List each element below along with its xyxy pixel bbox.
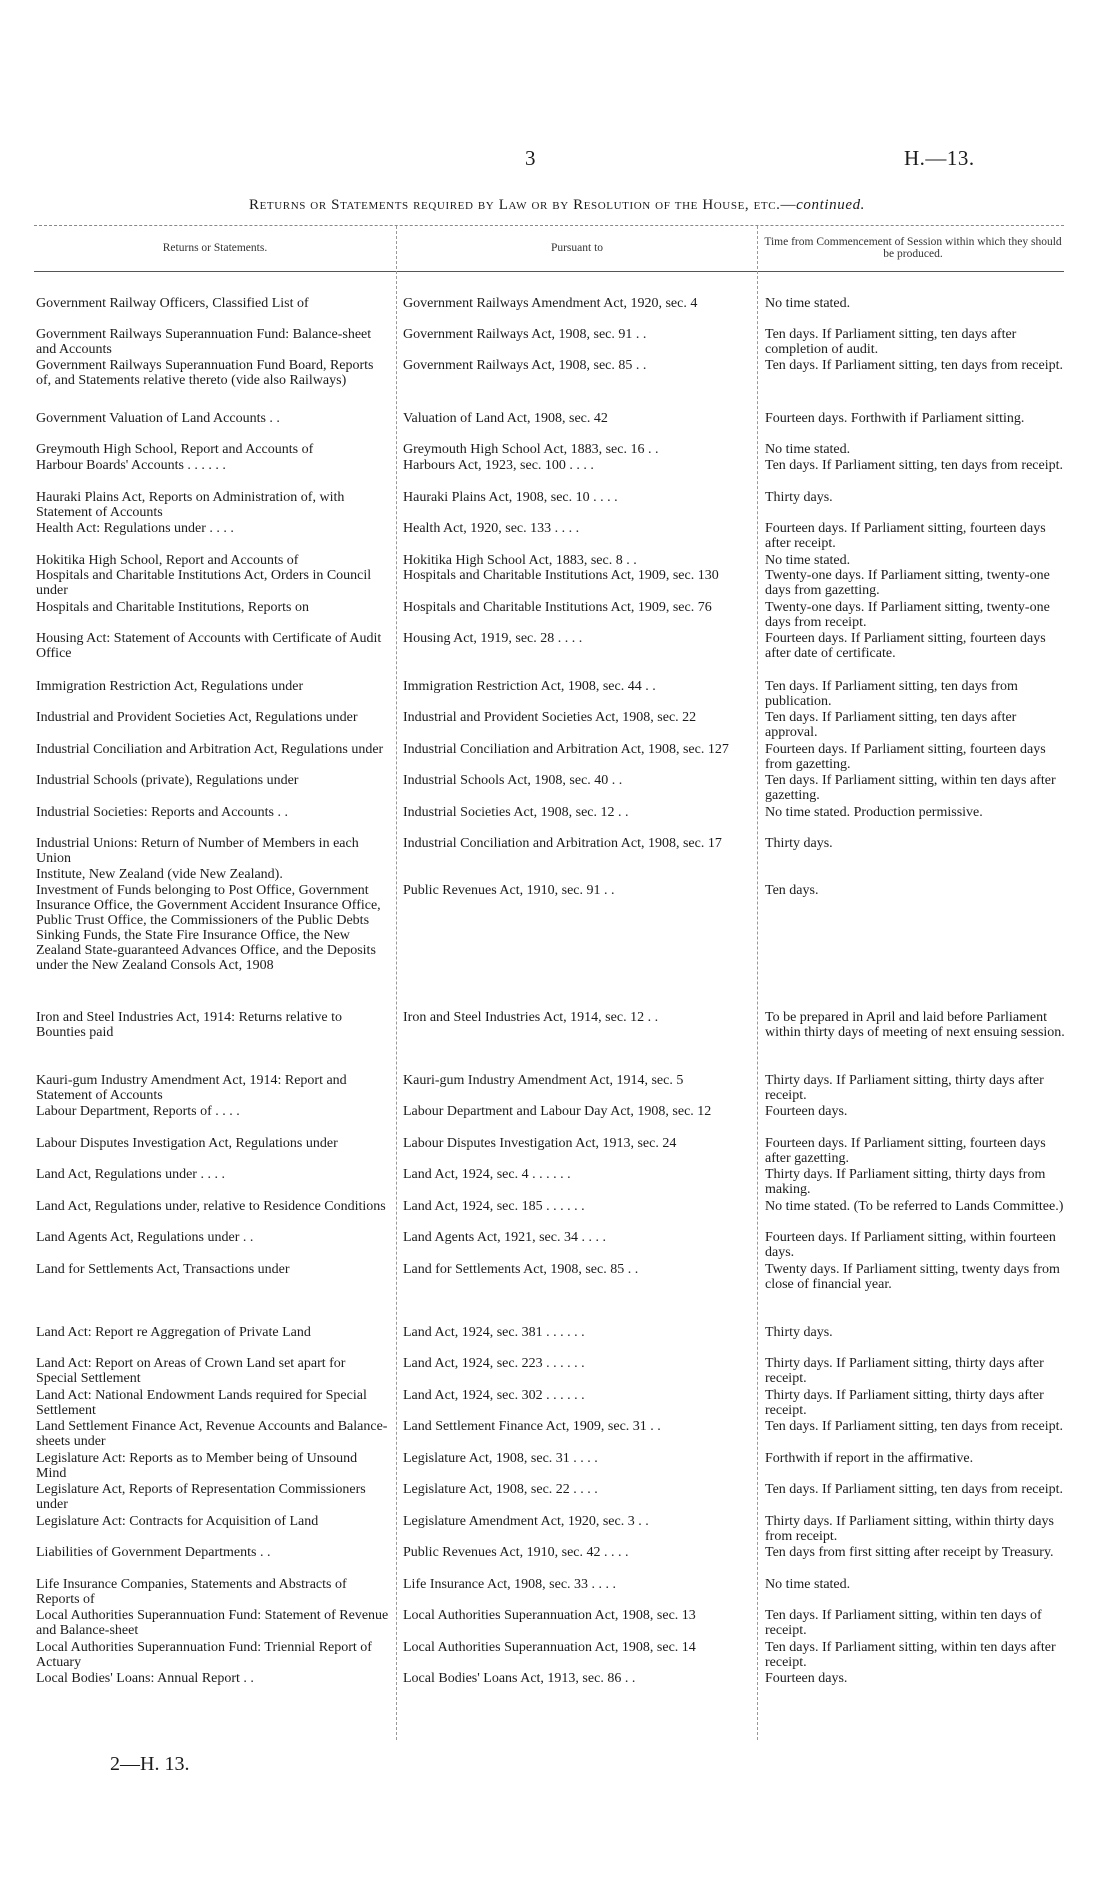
return-name: Health Act: Regulations under . . . . xyxy=(36,521,234,536)
pursuant-act: Land Act, 1924, sec. 185 . . . . . . xyxy=(403,1199,585,1214)
time-limit: Ten days. xyxy=(765,883,819,898)
time-limit: Ten days. If Parliament sitting, ten days from receipt. xyxy=(765,1482,1063,1497)
pursuant-act: Greymouth High School Act, 1883, sec. 16 . . xyxy=(403,442,659,457)
pursuant-act: Public Revenues Act, 1910, sec. 42 . . . . xyxy=(403,1545,629,1560)
time-limit: Twenty days. If Parliament sitting, twenty days from close of financial year. xyxy=(765,1262,1060,1292)
return-name: Industrial Schools (private), Regulations under xyxy=(36,773,299,788)
time-limit: Ten days. If Parliament sitting, ten days from receipt. xyxy=(765,458,1063,473)
pursuant-act: Iron and Steel Industries Act, 1914, sec. 12 . . xyxy=(403,1010,659,1025)
pursuant-act: Industrial Conciliation and Arbitration Act, 1908, sec. 17 xyxy=(403,836,722,851)
pursuant-act: Industrial Conciliation and Arbitration Act, 1908, sec. 127 xyxy=(403,742,729,757)
time-limit: Fourteen days. Forthwith if Parliament sitting. xyxy=(765,411,1025,426)
return-name: Kauri-gum Industry Amendment Act, 1914: Report and Statement of Accounts xyxy=(36,1073,347,1103)
return-name: Local Bodies' Loans: Annual Report . . xyxy=(36,1671,254,1686)
time-limit: Ten days. If Parliament sitting, within ten days after receipt. xyxy=(765,1640,1056,1670)
pursuant-act: Land Agents Act, 1921, sec. 34 . . . . xyxy=(403,1230,606,1245)
pursuant-act: Valuation of Land Act, 1908, sec. 42 xyxy=(403,411,608,426)
return-name: Industrial Societies: Reports and Accounts . . xyxy=(36,805,288,820)
footer-code: 2—H. 13. xyxy=(110,1753,190,1775)
return-name: Hospitals and Charitable Institutions Act, Orders in Council under xyxy=(36,568,372,598)
pursuant-act: Local Bodies' Loans Act, 1913, sec. 86 . . xyxy=(403,1671,636,1686)
pursuant-act: Land for Settlements Act, 1908, sec. 85 . . xyxy=(403,1262,639,1277)
pursuant-act: Local Authorities Superannuation Act, 1908, sec. 13 xyxy=(403,1608,696,1623)
return-name: Industrial and Provident Societies Act, Regulations under xyxy=(36,710,358,725)
pursuant-act: Hauraki Plains Act, 1908, sec. 10 . . . . xyxy=(403,490,618,505)
return-name: Land for Settlements Act, Transactions under xyxy=(36,1262,290,1277)
return-name: Legislature Act, Reports of Representation Commissioners under xyxy=(36,1482,366,1512)
header-rule xyxy=(34,271,1064,272)
time-limit: No time stated. xyxy=(765,553,851,568)
header-pursuant: Pursuant to xyxy=(550,242,604,254)
pursuant-act: Land Act, 1924, sec. 4 . . . . . . xyxy=(403,1167,571,1182)
return-name: Hospitals and Charitable Institutions, Reports on xyxy=(36,600,309,615)
time-limit: Thirty days. If Parliament sitting, thirty days after receipt. xyxy=(765,1388,1044,1418)
time-limit: Thirty days. xyxy=(765,490,833,505)
time-limit: Fourteen days. xyxy=(765,1671,848,1686)
return-name: Industrial Conciliation and Arbitration Act, Regulations under xyxy=(36,742,384,757)
title-continued: continued. xyxy=(796,197,866,213)
return-name: Hauraki Plains Act, Reports on Administration of, with Statement of Accounts xyxy=(36,490,345,520)
return-name: Institute, New Zealand (vide New Zealand). xyxy=(36,867,283,882)
pursuant-act: Government Railways Act, 1908, sec. 85 . . xyxy=(403,358,647,373)
return-name: Government Railways Superannuation Fund: Balance-sheet and Accounts xyxy=(36,327,372,357)
return-name: Land Act: Report re Aggregation of Private Land xyxy=(36,1325,311,1340)
header-returns: Returns or Statements. xyxy=(162,242,268,254)
return-name: Labour Disputes Investigation Act, Regulations under xyxy=(36,1136,338,1151)
return-name: Liabilities of Government Departments . . xyxy=(36,1545,271,1560)
time-limit: Twenty-one days. If Parliament sitting, twenty-one days from receipt. xyxy=(765,600,1050,630)
return-name: Iron and Steel Industries Act, 1914: Returns relative to Bounties paid xyxy=(36,1010,342,1040)
return-name: Government Railway Officers, Classified List of xyxy=(36,296,309,311)
pursuant-act: Government Railways Amendment Act, 1920, sec. 4 xyxy=(403,296,698,311)
pursuant-act: Harbours Act, 1923, sec. 100 . . . . xyxy=(403,458,594,473)
time-limit: Thirty days. xyxy=(765,836,833,851)
time-limit: No time stated. xyxy=(765,296,851,311)
pursuant-act: Labour Department and Labour Day Act, 1908, sec. 12 xyxy=(403,1104,712,1119)
pursuant-act: Hokitika High School Act, 1883, sec. 8 . . xyxy=(403,553,637,568)
return-name: Harbour Boards' Accounts . . . . . . xyxy=(36,458,226,473)
pursuant-act: Land Act, 1924, sec. 381 . . . . . . xyxy=(403,1325,585,1340)
time-limit: Fourteen days. If Parliament sitting, fourteen days after date of certificate. xyxy=(765,631,1046,661)
pursuant-act: Life Insurance Act, 1908, sec. 33 . . . . xyxy=(403,1577,617,1592)
time-limit: Ten days. If Parliament sitting, ten days from publication. xyxy=(765,679,1018,709)
time-limit: Fourteen days. xyxy=(765,1104,848,1119)
time-limit: Thirty days. If Parliament sitting, thirty days from making. xyxy=(765,1167,1046,1197)
return-name: Life Insurance Companies, Statements and Abstracts of Reports of xyxy=(36,1577,347,1607)
return-name: Government Railways Superannuation Fund Board, Reports of, and Statements relative thereto (vide also Railways) xyxy=(36,358,374,388)
return-name: Investment of Funds belonging to Post Office, Government Insurance Office, the Government Accident Insurance Office, Public Trust Office, the Commissioners of the Public Debts Sinking Funds, the State Fire Insurance Office, the New Zealand State-guaranteed Advances Office, and the Deposits under the New Zealand Consols Act, 1908 xyxy=(36,883,381,973)
time-limit: Fourteen days. If Parliament sitting, fourteen days from gazetting. xyxy=(765,742,1046,772)
time-limit: Ten days. If Parliament sitting, ten days from receipt. xyxy=(765,358,1063,373)
time-limit: Thirty days. If Parliament sitting, thirty days after receipt. xyxy=(765,1356,1044,1386)
return-name: Land Act, Regulations under . . . . xyxy=(36,1167,225,1182)
return-name: Land Act, Regulations under, relative to Residence Conditions xyxy=(36,1199,386,1214)
return-name: Land Agents Act, Regulations under . . xyxy=(36,1230,254,1245)
pursuant-act: Land Act, 1924, sec. 302 . . . . . . xyxy=(403,1388,585,1403)
page-title xyxy=(0,197,1114,214)
column-divider-2 xyxy=(757,226,758,1740)
pursuant-act: Legislature Act, 1908, sec. 31 . . . . xyxy=(403,1451,598,1466)
time-limit: No time stated. xyxy=(765,442,851,457)
time-limit: Fourteen days. If Parliament sitting, fourteen days after receipt. xyxy=(765,521,1046,551)
pursuant-act: Labour Disputes Investigation Act, 1913, sec. 24 xyxy=(403,1136,677,1151)
title-text: Returns or Statements required by Law or by Resolution of the House, etc.— xyxy=(248,197,797,213)
time-limit: Forthwith if report in the affirmative. xyxy=(765,1451,974,1466)
page-number: 3 xyxy=(525,146,536,170)
return-name: Legislature Act: Reports as to Member being of Unsound Mind xyxy=(36,1451,358,1481)
time-limit: Thirty days. If Parliament sitting, thirty days after receipt. xyxy=(765,1073,1044,1103)
return-name: Housing Act: Statement of Accounts with Certificate of Audit Office xyxy=(36,631,382,661)
pursuant-act: Immigration Restriction Act, 1908, sec. 44 . . xyxy=(403,679,656,694)
return-name: Greymouth High School, Report and Accounts of xyxy=(36,442,314,457)
return-name: Local Authorities Superannuation Fund: Triennial Report of Actuary xyxy=(36,1640,372,1670)
return-name: Government Valuation of Land Accounts . . xyxy=(36,411,280,426)
pursuant-act: Kauri-gum Industry Amendment Act, 1914, sec. 5 xyxy=(403,1073,684,1088)
pursuant-act: Hospitals and Charitable Institutions Act, 1909, sec. 130 xyxy=(403,568,719,583)
pursuant-act: Land Act, 1924, sec. 223 . . . . . . xyxy=(403,1356,585,1371)
return-name: Hokitika High School, Report and Accounts of xyxy=(36,553,299,568)
return-name: Industrial Unions: Return of Number of Members in each Union xyxy=(36,836,359,866)
time-limit: Ten days. If Parliament sitting, ten days after completion of audit. xyxy=(765,327,1017,357)
time-limit: Thirty days. xyxy=(765,1325,833,1340)
return-name: Immigration Restriction Act, Regulations under xyxy=(36,679,304,694)
time-limit: Ten days from first sitting after receipt by Treasury. xyxy=(765,1545,1054,1560)
pursuant-act: Public Revenues Act, 1910, sec. 91 . . xyxy=(403,883,615,898)
return-name: Local Authorities Superannuation Fund: Statement of Revenue and Balance-sheet xyxy=(36,1608,389,1638)
time-limit: Ten days. If Parliament sitting, within ten days after gazetting. xyxy=(765,773,1056,803)
time-limit: Ten days. If Parliament sitting, within ten days of receipt. xyxy=(765,1608,1042,1638)
pursuant-act: Legislature Amendment Act, 1920, sec. 3 . . xyxy=(403,1514,649,1529)
pursuant-act: Hospitals and Charitable Institutions Act, 1909, sec. 76 xyxy=(403,600,712,615)
time-limit: Ten days. If Parliament sitting, ten days after approval. xyxy=(765,710,1017,740)
pursuant-act: Health Act, 1920, sec. 133 . . . . xyxy=(403,521,580,536)
return-name: Labour Department, Reports of . . . . xyxy=(36,1104,240,1119)
pursuant-act: Industrial Societies Act, 1908, sec. 12 . . xyxy=(403,805,629,820)
return-name: Land Act: National Endowment Lands required for Special Settlement xyxy=(36,1388,367,1418)
return-name: Legislature Act: Contracts for Acquisition of Land xyxy=(36,1514,319,1529)
pursuant-act: Government Railways Act, 1908, sec. 91 . . xyxy=(403,327,647,342)
time-limit: Ten days. If Parliament sitting, ten days from receipt. xyxy=(765,1419,1063,1434)
time-limit: No time stated. xyxy=(765,1577,851,1592)
return-name: Land Settlement Finance Act, Revenue Accounts and Balance-sheets under xyxy=(36,1419,388,1449)
time-limit: Fourteen days. If Parliament sitting, within fourteen days. xyxy=(765,1230,1056,1260)
header-time: Time from Commencement of Session within which they should be produced. xyxy=(764,236,1062,260)
pursuant-act: Local Authorities Superannuation Act, 1908, sec. 14 xyxy=(403,1640,696,1655)
pursuant-act: Housing Act, 1919, sec. 28 . . . . xyxy=(403,631,583,646)
time-limit: Twenty-one days. If Parliament sitting, twenty-one days from gazetting. xyxy=(765,568,1050,598)
time-limit: No time stated. Production permissive. xyxy=(765,805,983,820)
time-limit: Fourteen days. If Parliament sitting, fourteen days after gazetting. xyxy=(765,1136,1046,1166)
return-name: Land Act: Report on Areas of Crown Land set apart for Special Settlement xyxy=(36,1356,346,1386)
column-divider-1 xyxy=(396,226,397,1740)
pursuant-act: Industrial Schools Act, 1908, sec. 40 . . xyxy=(403,773,623,788)
time-limit: To be prepared in April and laid before Parliament within thirty days of meeting of next ensuing session. xyxy=(765,1010,1065,1040)
time-limit: No time stated. (To be referred to Lands Committee.) xyxy=(765,1199,1064,1214)
time-limit: Thirty days. If Parliament sitting, within thirty days from receipt. xyxy=(765,1514,1054,1544)
pursuant-act: Industrial and Provident Societies Act, 1908, sec. 22 xyxy=(403,710,697,725)
paper-code: H.—13. xyxy=(904,146,975,170)
pursuant-act: Legislature Act, 1908, sec. 22 . . . . xyxy=(403,1482,598,1497)
pursuant-act: Land Settlement Finance Act, 1909, sec. 31 . . xyxy=(403,1419,661,1434)
